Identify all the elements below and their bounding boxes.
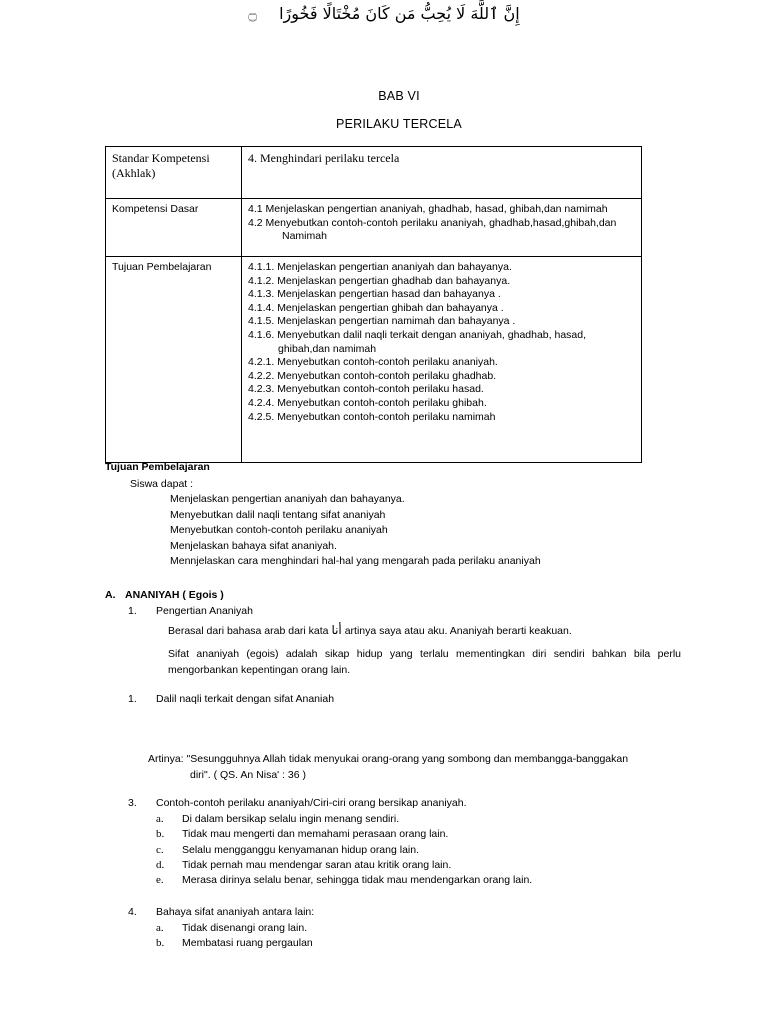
table-cell-content-standar-kompetensi <box>242 147 642 199</box>
section-a-title: ANANIYAH ( Egois ) <box>125 589 224 601</box>
sub-marker: a. <box>156 922 164 934</box>
item-4-text: Bahaya sifat ananiyah antara lain: <box>156 906 315 918</box>
item-3-text: Contoh-contoh perilaku ananiyah/Ciri-ciri orang bersikap ananiyah. <box>156 797 467 809</box>
list-item <box>156 936 313 951</box>
content-line: 4.1.5. Menjelaskan pengertian namimah dan bahayanya . <box>248 315 516 328</box>
table-row <box>106 257 642 463</box>
page-title-bab-text: BAB VI <box>378 89 420 103</box>
tujuan-pembelajaran-list <box>170 492 541 570</box>
label-text: Tujuan Pembelajaran <box>112 261 212 273</box>
item-2-text: Dalil naqli terkait dengan sifat Ananiah <box>156 693 335 705</box>
item-3-sublist <box>156 812 532 888</box>
list-item <box>156 858 532 873</box>
content-line: 4.2 Menyebutkan contoh-contoh perilaku ananiyah, ghadhab,hasad,ghibah,dan <box>248 216 617 229</box>
content-line: ghibah,dan namimah <box>278 342 377 355</box>
list-item <box>156 921 313 936</box>
item-1-marker: 1. <box>128 605 137 617</box>
section-a-item-4 <box>128 905 314 921</box>
paragraph-after-arabic: artinya saya atau aku. Ananiyah berarti keakuan. <box>344 625 572 637</box>
table-cell-content-kompetensi-dasar <box>242 199 642 257</box>
content-line: 4.2.5. Menyebutkan contoh-contoh perilaku namimah <box>248 410 496 423</box>
content-line: 4.1 Menjelaskan pengertian ananiyah, ghadhab, hasad, ghibah,dan namimah <box>248 203 608 215</box>
item-3-marker: 3. <box>128 797 137 809</box>
list-item: Menjelaskan bahaya sifat ananiyah. <box>170 539 337 552</box>
sub-text: Merasa dirinya selalu benar, sehingga tidak mau mendengarkan orang lain. <box>182 874 533 887</box>
ananiyah-definition-paragraph <box>168 623 648 640</box>
section-a-item-1 <box>128 604 253 620</box>
tujuan-pembelajaran-subheading: Siswa dapat : <box>130 478 194 490</box>
sub-text: Tidak disenangi orang lain. <box>182 922 308 934</box>
table-row <box>106 147 642 199</box>
section-a-letter: A. <box>105 589 116 601</box>
sub-marker: b. <box>156 828 165 841</box>
list-item <box>156 827 532 842</box>
sub-marker: a. <box>156 813 164 825</box>
item-2-marker: 1. <box>128 693 137 705</box>
table-cell-label-standar-kompetensi <box>106 147 242 199</box>
competency-table <box>105 146 642 463</box>
list-item: Mennjelaskan cara menghindari hal-hal yang mengarah pada perilaku ananiyah <box>170 555 541 568</box>
quran-verse-arabic: إِنَّ ٱللَّهَ لَا يُحِبُّ مَن كَانَ مُخْتَالًا فَخُورًا <box>279 4 520 23</box>
content-line: 4.1.3. Menjelaskan pengertian hasad dan bahayanya . <box>248 288 501 301</box>
section-a-item-3 <box>128 796 467 812</box>
page-title-bab <box>0 89 768 103</box>
tujuan-pembelajaran-heading: Tujuan Pembelajaran <box>105 461 210 473</box>
content-line: 4. Menghindari perilaku tercela <box>248 151 400 165</box>
page-title-perilaku-text: PERILAKU TERCELA <box>336 117 462 131</box>
content-line: 4.2.3. Menyebutkan contoh-contoh perilaku hasad. <box>248 383 484 396</box>
ayah-end-marker: ۝ <box>248 5 258 23</box>
quran-verse-translation <box>148 752 660 783</box>
translation-line-1: Artinya: "Sesungguhnya Allah tidak menyukai orang-orang yang sombong dan membangga-banggakan <box>148 753 629 765</box>
sub-text: Tidak mau mengerti dan memahami perasaan orang lain. <box>182 828 449 841</box>
list-item <box>156 843 532 858</box>
section-a-item-2 <box>128 692 334 708</box>
content-line: Namimah <box>282 230 327 243</box>
table-cell-content-tujuan-pembelajaran <box>242 257 642 463</box>
translation-line-2: diri". ( QS. An Nisa' : 36 ) <box>190 768 307 781</box>
content-line: 4.1.4. Menjelaskan pengertian ghibah dan bahayanya . <box>248 301 504 314</box>
list-item: Menjelaskan pengertian ananiyah dan bahayanya. <box>170 493 405 505</box>
content-line: 4.1.6. Menyebutkan dalil naqli terkait dengan ananiyah, ghadhab, hasad, <box>248 328 586 341</box>
sub-text: Selalu mengganggu kenyamanan hidup orang lain. <box>182 843 420 856</box>
content-line: 4.2.2. Menyebutkan contoh-contoh perilaku ghadhab. <box>248 369 497 382</box>
paragraph-before-arabic: Berasal dari bahasa arab dari kata <box>168 625 329 637</box>
list-item: Menyebutkan contoh-contoh perilaku ananiyah <box>170 524 388 537</box>
sub-marker: b. <box>156 937 165 950</box>
quran-verse <box>0 0 768 28</box>
ananiyah-explanation-paragraph: Sifat ananiyah (egois) adalah sikap hidup yang terlalu mementingkan diri sendiri bahkan bila perlu mengorbankan kepentingan orang lain. <box>168 648 681 676</box>
section-a-heading <box>105 588 224 604</box>
content-line: 4.2.4. Menyebutkan contoh-contoh perilaku ghibah. <box>248 396 487 409</box>
list-item: Menyebutkan dalil naqli tentang sifat ananiyah <box>170 508 386 521</box>
sub-text: Tidak pernah mau mendengar saran atau kritik orang lain. <box>182 858 452 871</box>
table-row <box>106 199 642 257</box>
arabic-word-ana: أنا <box>331 623 342 637</box>
sub-marker: e. <box>156 874 164 887</box>
item-4-sublist <box>156 921 313 952</box>
sub-marker: d. <box>156 858 165 871</box>
sub-text: Membatasi ruang pergaulan <box>182 937 313 950</box>
label-line-1: Standar Kompetensi <box>112 151 210 165</box>
content-line: 4.2.1. Menyebutkan contoh-contoh perilaku ananiyah. <box>248 356 498 369</box>
label-line-2: (Akhlak) <box>112 165 156 180</box>
table-cell-label-kompetensi-dasar <box>106 199 242 257</box>
item-1-text: Pengertian Ananiyah <box>156 605 253 617</box>
list-item <box>156 873 532 888</box>
label-text: Kompetensi Dasar <box>112 203 199 215</box>
table-cell-label-tujuan-pembelajaran <box>106 257 242 463</box>
content-line: 4.1.1. Menjelaskan pengertian ananiyah dan bahayanya. <box>248 261 512 273</box>
content-line: 4.1.2. Menjelaskan pengertian ghadhab dan bahayanya. <box>248 274 511 287</box>
sub-marker: c. <box>156 843 164 856</box>
item-4-marker: 4. <box>128 906 137 918</box>
list-item <box>156 812 532 827</box>
sub-text: Di dalam bersikap selalu ingin menang sendiri. <box>182 813 400 825</box>
page-title-perilaku <box>0 117 768 131</box>
